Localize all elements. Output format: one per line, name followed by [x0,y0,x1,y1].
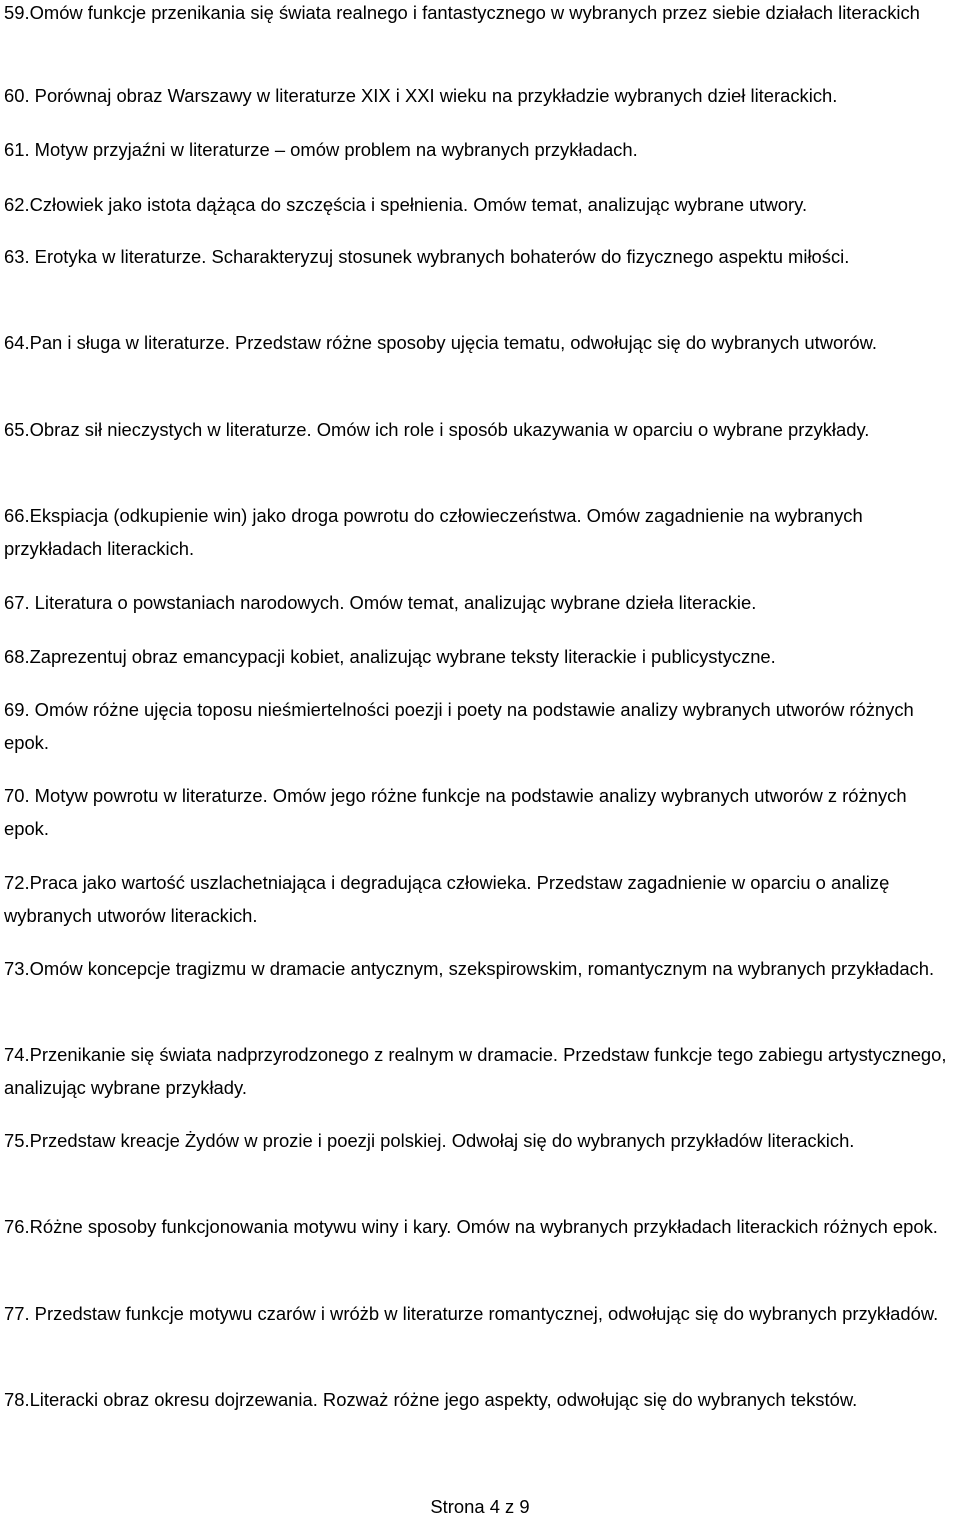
topic-item-77: 77. Przedstaw funkcje motywu czarów i wróżb w literaturze romantycznej, odwołując się do wybranych przykładów. [4,1303,939,1324]
topic-item-74: 74.Przenikanie się świata nadprzyrodzonego z realnym w dramacie. Przedstaw funkcje tego zabiegu artystycznego, analizując wybrane przykłady. [4,1044,947,1098]
topic-item-61: 61. Motyw przyjaźni w literaturze – omów problem na wybranych przykładach. [4,139,638,160]
topic-item-66: 66.Ekspiacja (odkupienie win) jako droga powrotu do człowieczeństwa. Omów zagadnienie na wybranych przykładach literackich. [4,505,863,559]
topic-item-70: 70. Motyw powrotu w literaturze. Omów jego różne funkcje na podstawie analizy wybranych utworów z różnych epok. [4,785,907,839]
topic-item-65: 65.Obraz sił nieczystych w literaturze. Omów ich role i sposób ukazywania w oparciu o wybrane przykłady. [4,419,870,440]
topic-item-76: 76.Różne sposoby funkcjonowania motywu winy i kary. Omów na wybranych przykładach literackich różnych epok. [4,1216,938,1237]
topic-item-59: 59.Omów funkcje przenikania się świata realnego i fantastycznego w wybranych przez siebie działach literackich [4,2,920,23]
topic-item-75: 75.Przedstaw kreacje Żydów w prozie i poezji polskiej. Odwołaj się do wybranych przykładów literackich. [4,1130,855,1151]
page-number-footer: Strona 4 z 9 [430,1496,530,1517]
topic-item-63: 63. Erotyka w literaturze. Scharakteryzuj stosunek wybranych bohaterów do fizycznego aspektu miłości. [4,246,850,267]
topic-item-78: 78.Literacki obraz okresu dojrzewania. Rozważ różne jego aspekty, odwołując się do wybranych tekstów. [4,1389,858,1410]
topic-item-64: 64.Pan i sługa w literaturze. Przedstaw różne sposoby ujęcia tematu, odwołując się do wybranych utworów. [4,332,877,353]
topic-item-67: 67. Literatura o powstaniach narodowych. Omów temat, analizując wybrane dzieła literackie. [4,592,757,613]
topic-item-68: 68.Zaprezentuj obraz emancypacji kobiet, analizując wybrane teksty literackie i publicystyczne. [4,646,776,667]
topic-item-62: 62.Człowiek jako istota dążąca do szczęścia i spełnienia. Omów temat, analizując wybrane utwory. [4,194,808,215]
topic-item-73: 73.Omów koncepcje tragizmu w dramacie antycznym, szekspirowskim, romantycznym na wybranych przykładach. [4,958,935,979]
topic-item-69: 69. Omów różne ujęcia toposu nieśmiertelności poezji i poety na podstawie analizy wybranych utworów różnych epok. [4,699,914,753]
topic-item-60: 60. Porównaj obraz Warszawy w literaturze XIX i XXI wieku na przykładzie wybranych dzieł literackich. [4,85,838,106]
topic-item-72: 72.Praca jako wartość uszlachetniająca i degradująca człowieka. Przedstaw zagadnienie w oparciu o analizę wybranych utworów literackich. [4,872,890,926]
